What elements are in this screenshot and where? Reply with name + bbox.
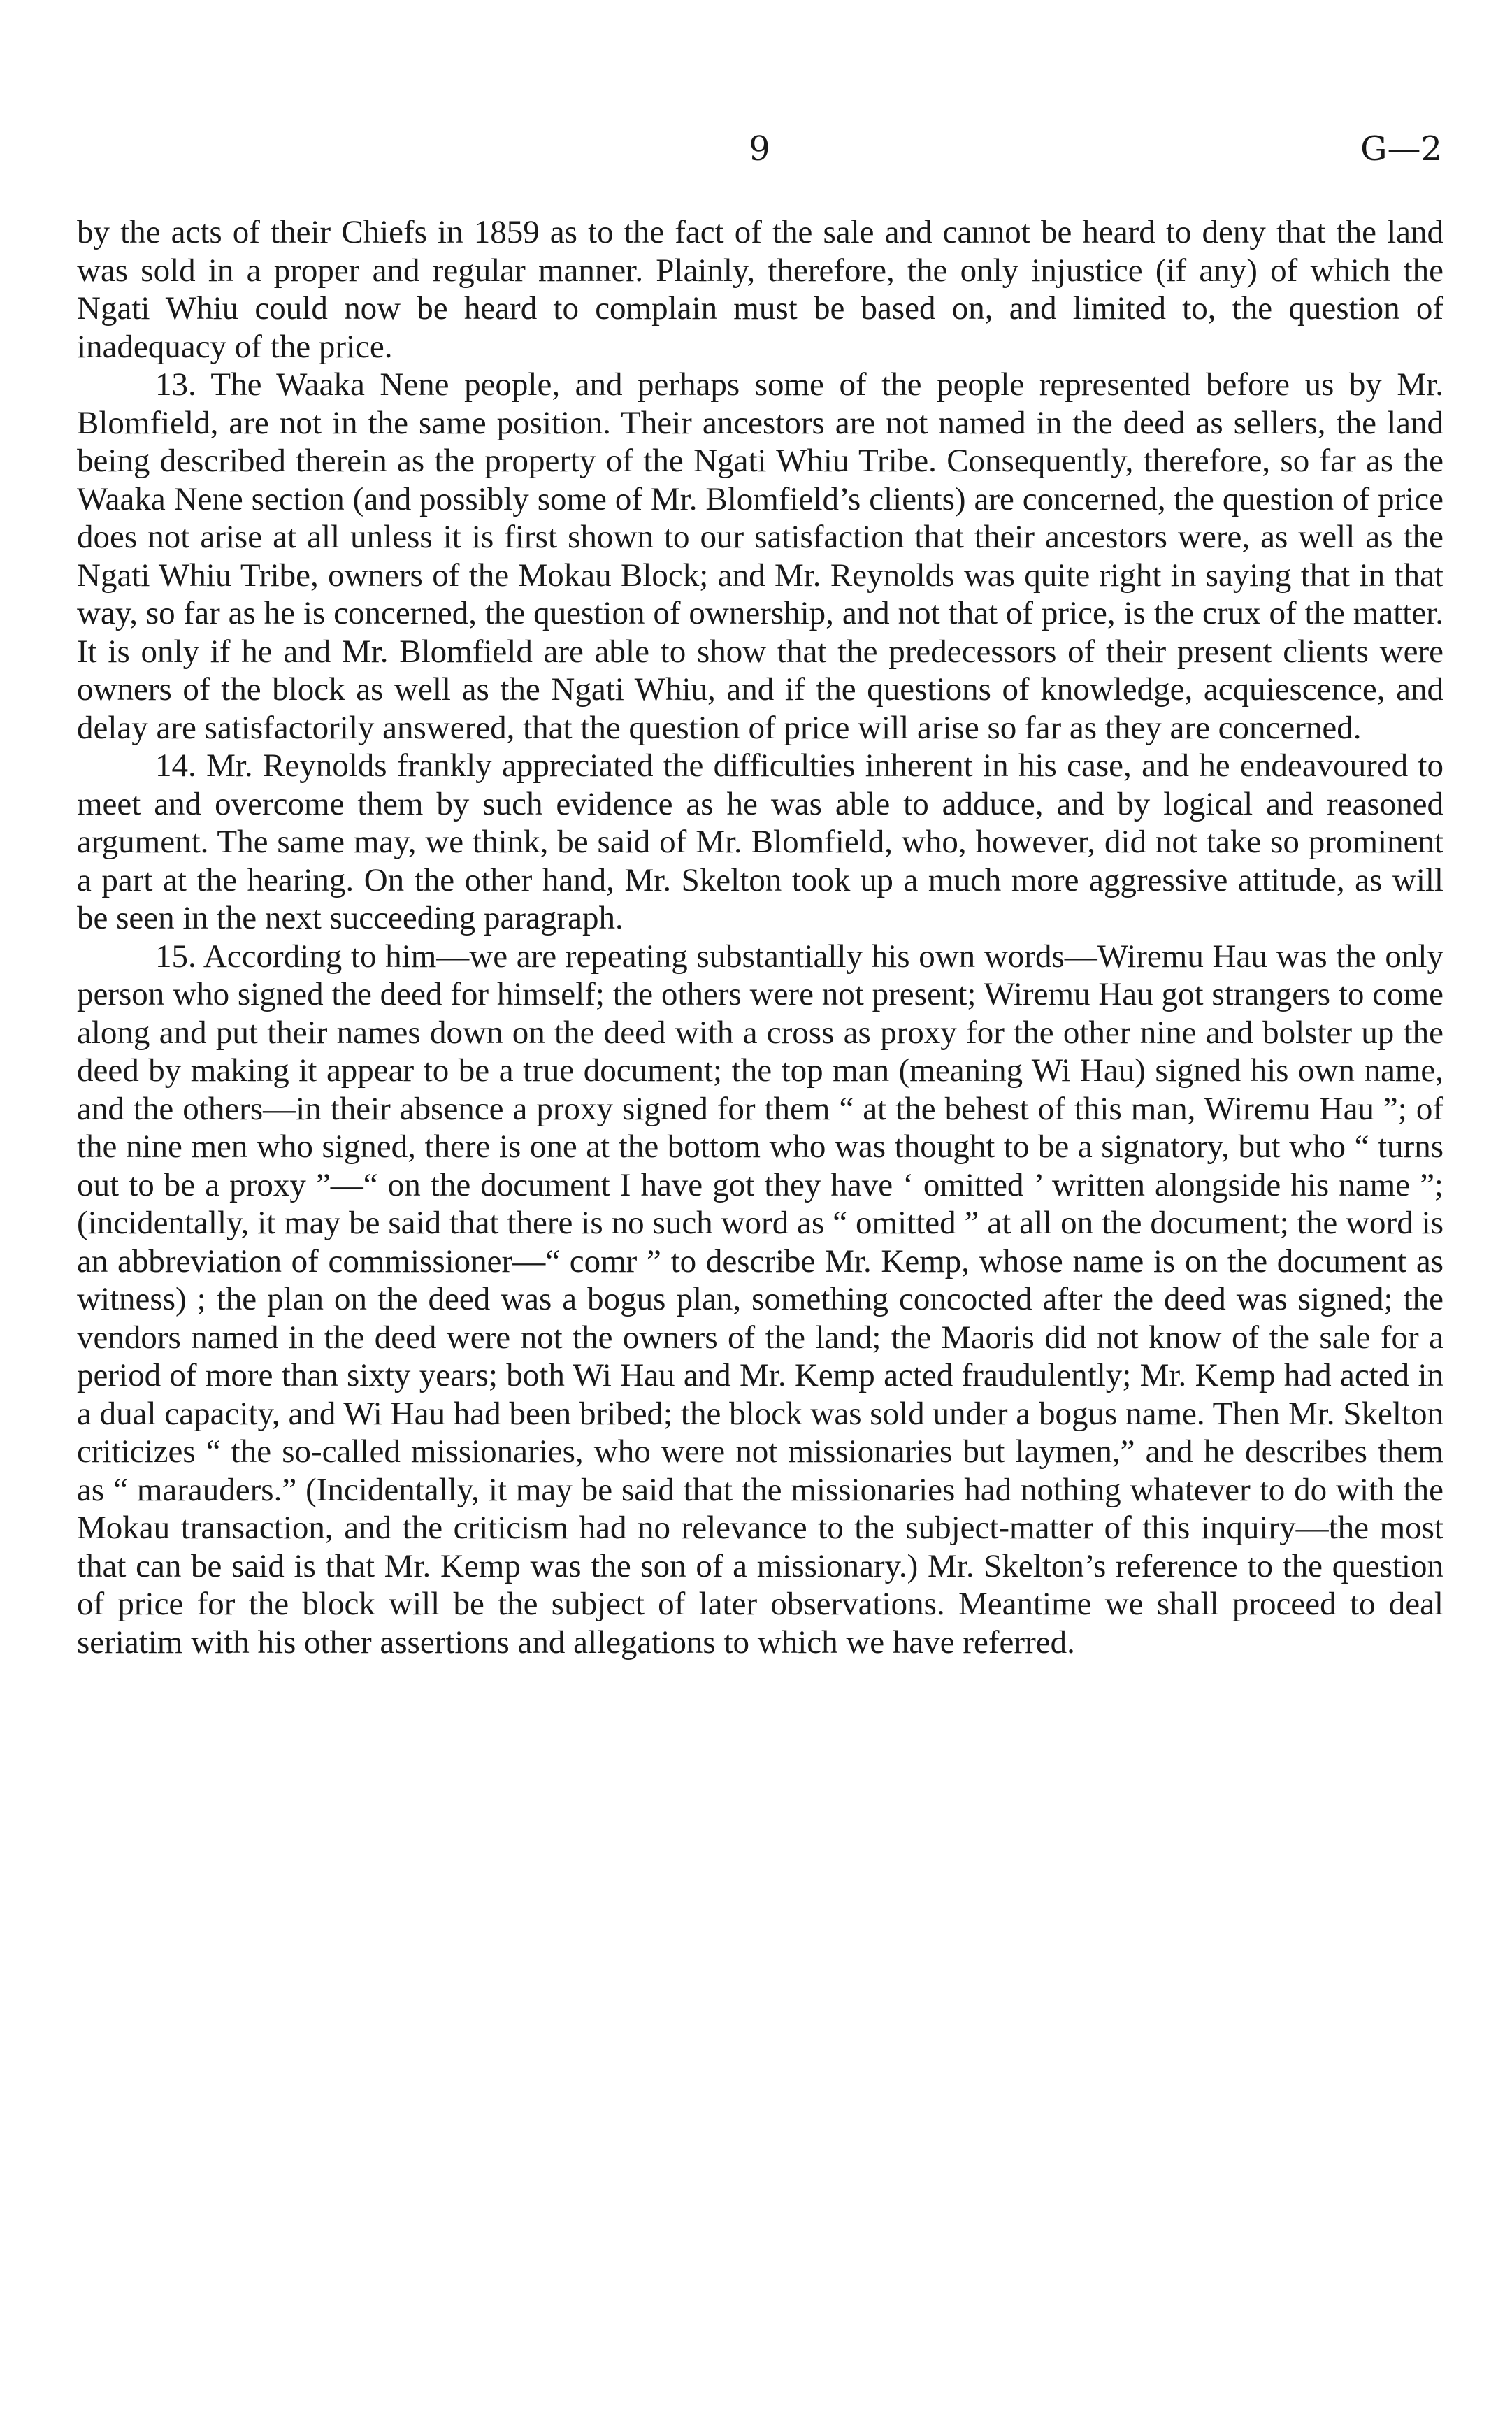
series-code: G—2 [1360, 129, 1442, 169]
page-number: 9 [749, 129, 770, 169]
paragraph-15: 15. According to him—we are repeating substantially his own words—Wiremu Hau was the only person who signed the deed for himself; the others were not present; Wiremu Hau got strangers to come along and put their names down on the deed with a cross as proxy for the other nine and bolster up the deed by making it appear to be a true document; the top man (meaning Wi Hau) signed his own name, and the others—in their absence a proxy signed for them “ at the behest of this man, Wiremu Hau ”; of the nine men who signed, there is one at the bottom who was thought to be a signatory, but who “ turns out to be a proxy ”—“ on the document I have got they have ‘ omitted ’ written alongside his name ”; (incidentally, it may be said that there is no such word as “ omitted ” at all on the document; the word is an abbreviation of commissioner—“ comr ” to describe Mr. Kemp, whose name is on the document as witness) ; the plan on the deed was a bogus plan, something concocted after the deed was signed; the vendors named in the deed were not the owners of the land; the Maoris did not know of the sale for a period of more than sixty years; both Wi Hau and Mr. Kemp acted fraudulently; Mr. Kemp had acted in a dual capacity, and Wi Hau had been bribed; the block was sold under a bogus name. Then Mr. Skelton criticizes “ the so-called missionaries, who were not missionaries but laymen,” and he describes them as “ marauders.” (Incidentally, it may be said that the missionaries had nothing whatever to do with the Mokau transaction, and the criticism had no relevance to the subject-matter of this inquiry—the most that can be said is that Mr. Kemp was the son of a missionary.) Mr. Skelton’s reference to the question of price for the block will be the subject of later observations. Meantime we shall proceed to deal seriatim with his other assertions and allegations to which we have referred. [77, 938, 1443, 1661]
page-header [77, 124, 1442, 173]
paragraph-13: 13. The Waaka Nene people, and perhaps some of the people represented before us by Mr. Blomfield, are not in the same position. Their ancestors are not named in the deed as sellers, the land being described therein as the property of the Ngati Whiu Tribe. Consequently, therefore, so far as the Waaka Nene section (and possibly some of Mr. Blomfield’s clients) are concerned, the question of price does not arise at all unless it is first shown to our satisfaction that their ancestors were, as well as the Ngati Whiu Tribe, owners of the Mokau Block; and Mr. Reynolds was quite right in saying that in that way, so far as he is concerned, the question of ownership, and not that of price, is the crux of the matter. It is only if he and Mr. Blomfield are able to show that the predecessors of their present clients were owners of the block as well as the Ngati Whiu, and if the questions of knowledge, acquiescence, and delay are satisfactorily answered, that the question of price will arise so far as they are concerned. [77, 366, 1443, 746]
body-text [77, 213, 1443, 1661]
paragraph-14: 14. Mr. Reynolds frankly appreciated the difficulties inherent in his case, and he endeavoured to meet and overcome them by such evidence as he was able to adduce, and by logical and reasoned argument. The same may, we think, be said of Mr. Blomfield, who, however, did not take so prominent a part at the hearing. On the other hand, Mr. Skelton took up a much more aggressive attitude, as will be seen in the next succeeding paragraph. [77, 747, 1443, 936]
continuation-paragraph: by the acts of their Chiefs in 1859 as to the fact of the sale and cannot be heard to deny that the land was sold in a proper and regular manner. Plainly, therefore, the only injustice (if any) of which the Ngati Whiu could now be heard to complain must be based on, and limited to, the question of inadequacy of the price. [77, 214, 1443, 365]
